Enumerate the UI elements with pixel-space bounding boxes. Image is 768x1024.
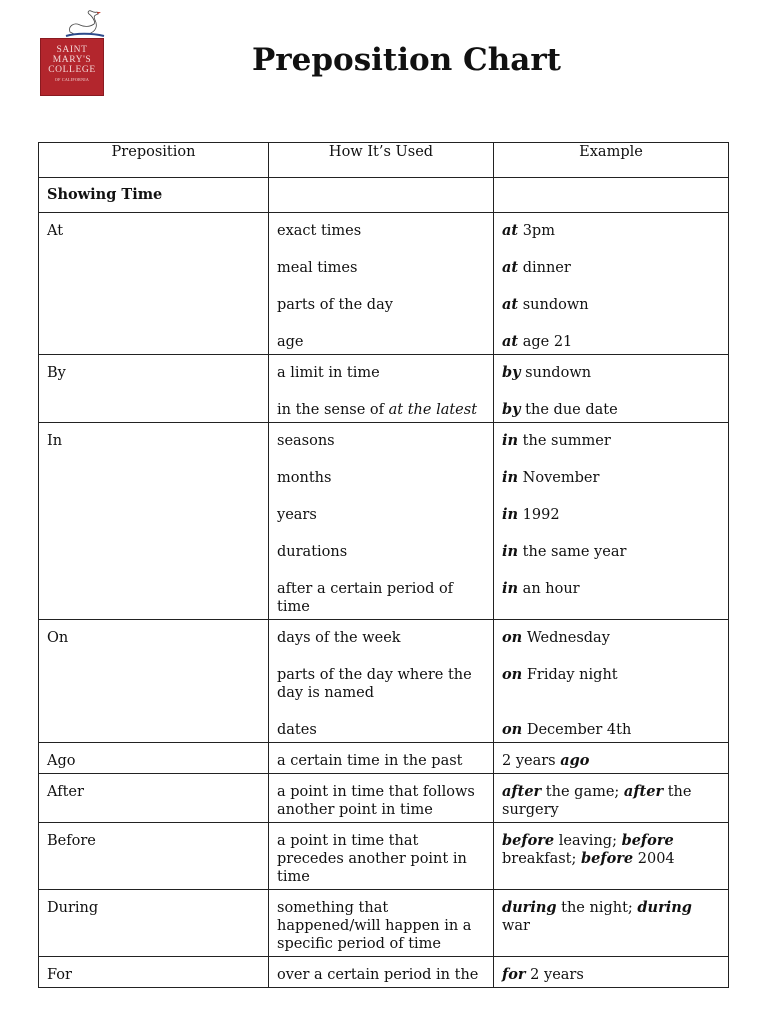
- preposition-label: At: [47, 223, 64, 239]
- section-row: [39, 178, 729, 213]
- example-item: [502, 899, 720, 935]
- usage-item: a certain time in the past: [277, 753, 463, 769]
- example-list: [502, 743, 720, 773]
- column-header-preposition: Preposition: [39, 143, 269, 178]
- preposition-cell: [39, 957, 269, 988]
- table-row: [39, 213, 729, 355]
- example-cell: [494, 890, 729, 957]
- example-keyword: in: [502, 543, 519, 560]
- example-item: [502, 752, 720, 770]
- usage-cell: [269, 743, 494, 774]
- example-keyword: at: [502, 296, 519, 313]
- example-text: the night;: [556, 900, 638, 916]
- example-cell: [494, 620, 729, 743]
- example-item: [502, 259, 720, 277]
- preposition-label: Ago: [47, 753, 76, 769]
- preposition-cell: [39, 423, 269, 620]
- usage-item: months: [277, 470, 332, 486]
- example-text: the game;: [541, 784, 624, 800]
- usage-item: seasons: [277, 433, 335, 449]
- example-text: 2 years: [525, 967, 584, 983]
- example-item: [502, 629, 720, 647]
- example-list: [502, 423, 720, 601]
- example-text: leaving;: [554, 833, 622, 849]
- example-text: sundown: [520, 365, 592, 381]
- usage-list: [277, 890, 485, 956]
- example-item: [502, 580, 720, 598]
- usage-item: parts of the day where the day is named: [277, 667, 472, 701]
- example-item: [502, 832, 720, 868]
- preposition-label: After: [47, 784, 84, 800]
- example-list: [502, 355, 720, 422]
- usage-item: dates: [277, 722, 317, 738]
- section-label: Showing Time: [39, 178, 269, 213]
- usage-item: meal times: [277, 260, 358, 276]
- example-keyword: at: [502, 259, 519, 276]
- example-cell: [494, 957, 729, 988]
- example-cell: [494, 213, 729, 355]
- example-keyword: at: [502, 333, 519, 350]
- example-keyword: during: [502, 899, 557, 916]
- usage-item: a point in time that precedes another point in time: [277, 833, 467, 885]
- example-list: [502, 957, 720, 987]
- usage-list: [277, 620, 485, 742]
- example-list: [502, 774, 720, 822]
- example-item: [502, 296, 720, 314]
- preposition-cell: [39, 823, 269, 890]
- example-text: Friday night: [522, 667, 618, 683]
- section-empty-cell: [494, 178, 729, 213]
- example-keyword: in: [502, 580, 519, 597]
- table-row: [39, 823, 729, 890]
- usage-list: [277, 743, 485, 773]
- usage-list: [277, 774, 485, 822]
- usage-item: parts of the day: [277, 297, 393, 313]
- example-keyword: at: [502, 222, 519, 239]
- column-header-example: Example: [494, 143, 729, 178]
- example-text: breakfast;: [502, 851, 581, 867]
- section-empty-cell: [269, 178, 494, 213]
- preposition-label: During: [47, 900, 99, 916]
- example-keyword: in: [502, 469, 519, 486]
- example-text: war: [502, 918, 530, 934]
- example-list: [502, 823, 720, 871]
- example-text: Wednesday: [522, 630, 610, 646]
- table-row: [39, 423, 729, 620]
- usage-item: exact times: [277, 223, 362, 239]
- example-cell: [494, 774, 729, 823]
- table-header-row: [39, 143, 729, 178]
- usage-cell: [269, 423, 494, 620]
- example-item: [502, 966, 720, 984]
- usage-item: years: [277, 507, 317, 523]
- example-text: December 4th: [522, 722, 632, 738]
- usage-item: after a certain period of time: [277, 581, 454, 615]
- example-text: the same year: [518, 544, 627, 560]
- example-item: [502, 432, 720, 450]
- example-keyword: ago: [560, 752, 590, 769]
- preposition-table: [38, 142, 729, 988]
- preposition-label: In: [47, 433, 63, 449]
- example-keyword: for: [502, 966, 526, 983]
- preposition-label: By: [47, 365, 66, 381]
- example-keyword: on: [502, 721, 523, 738]
- logo-text-line3: COLLEGE: [48, 65, 96, 75]
- preposition-cell: [39, 890, 269, 957]
- page-title: Preposition Chart: [251, 42, 561, 78]
- example-list: [502, 213, 720, 354]
- swan-icon: [62, 10, 106, 40]
- table-row: [39, 355, 729, 423]
- example-list: [502, 890, 720, 938]
- usage-cell: [269, 890, 494, 957]
- usage-list: [277, 213, 485, 354]
- example-keyword: before: [581, 850, 634, 867]
- example-keyword: in: [502, 432, 519, 449]
- example-text: the surgery: [502, 784, 692, 818]
- example-text: November: [518, 470, 600, 486]
- table-row: [39, 890, 729, 957]
- usage-cell: [269, 823, 494, 890]
- example-text: 2004: [633, 851, 675, 867]
- example-item: [502, 783, 720, 819]
- usage-item: over a certain period in the: [277, 967, 479, 983]
- example-keyword: before: [621, 832, 674, 849]
- example-text: 1992: [518, 507, 560, 523]
- usage-cell: [269, 620, 494, 743]
- logo-text-line4: OF CALIFORNIA: [54, 77, 90, 82]
- example-cell: [494, 423, 729, 620]
- example-text: dinner: [518, 260, 571, 276]
- example-text: the summer: [518, 433, 611, 449]
- table-row: [39, 620, 729, 743]
- example-item: [502, 469, 720, 487]
- example-cell: [494, 823, 729, 890]
- preposition-cell: [39, 355, 269, 423]
- example-keyword: by: [502, 401, 521, 418]
- preposition-label: For: [47, 967, 72, 983]
- example-item: [502, 721, 720, 739]
- preposition-label: On: [47, 630, 69, 646]
- usage-item: a point in time that follows another point in time: [277, 784, 475, 818]
- preposition-cell: [39, 774, 269, 823]
- preposition-label: Before: [47, 833, 96, 849]
- usage-list: [277, 423, 485, 619]
- usage-emphasis: at the latest: [388, 402, 478, 418]
- usage-item: a limit in time: [277, 365, 380, 381]
- example-text: 3pm: [518, 223, 555, 239]
- example-text: age 21: [518, 334, 573, 350]
- example-cell: [494, 743, 729, 774]
- usage-cell: [269, 957, 494, 988]
- example-text: an hour: [518, 581, 580, 597]
- example-text: sundown: [518, 297, 589, 313]
- example-item: [502, 364, 720, 382]
- example-keyword: before: [502, 832, 555, 849]
- table-body: [39, 178, 729, 988]
- preposition-cell: [39, 743, 269, 774]
- table-row: [39, 957, 729, 988]
- example-cell: [494, 355, 729, 423]
- usage-cell: [269, 355, 494, 423]
- preposition-cell: [39, 213, 269, 355]
- example-item: [502, 543, 720, 561]
- table-row: [39, 743, 729, 774]
- example-text: in the sense of: [277, 402, 389, 418]
- column-header-how-used: How It’s Used: [269, 143, 494, 178]
- usage-cell: [269, 774, 494, 823]
- usage-list: [277, 957, 485, 987]
- table-row: [39, 774, 729, 823]
- usage-list: [277, 823, 485, 889]
- usage-item: [277, 401, 485, 419]
- example-item: [502, 222, 720, 240]
- example-text: the due date: [520, 402, 618, 418]
- logo-text-line2: MARY'S: [52, 55, 92, 65]
- example-keyword: in: [502, 506, 519, 523]
- preposition-cell: [39, 620, 269, 743]
- example-keyword: after: [623, 783, 664, 800]
- example-keyword: on: [502, 666, 523, 683]
- example-item: [502, 401, 720, 419]
- logo-text-line1: SAINT: [56, 45, 88, 55]
- example-item: [502, 666, 720, 684]
- usage-item: something that happened/will happen in a specific period of time: [277, 900, 472, 952]
- example-keyword: by: [502, 364, 521, 381]
- example-keyword: after: [502, 783, 542, 800]
- example-item: [502, 333, 720, 351]
- usage-cell: [269, 213, 494, 355]
- usage-item: days of the week: [277, 630, 401, 646]
- example-text: 2 years: [502, 753, 561, 769]
- example-item: [502, 506, 720, 524]
- example-list: [502, 620, 720, 742]
- usage-item: durations: [277, 544, 348, 560]
- example-keyword: during: [637, 899, 692, 916]
- usage-item: age: [277, 334, 304, 350]
- usage-list: [277, 355, 485, 422]
- example-keyword: on: [502, 629, 523, 646]
